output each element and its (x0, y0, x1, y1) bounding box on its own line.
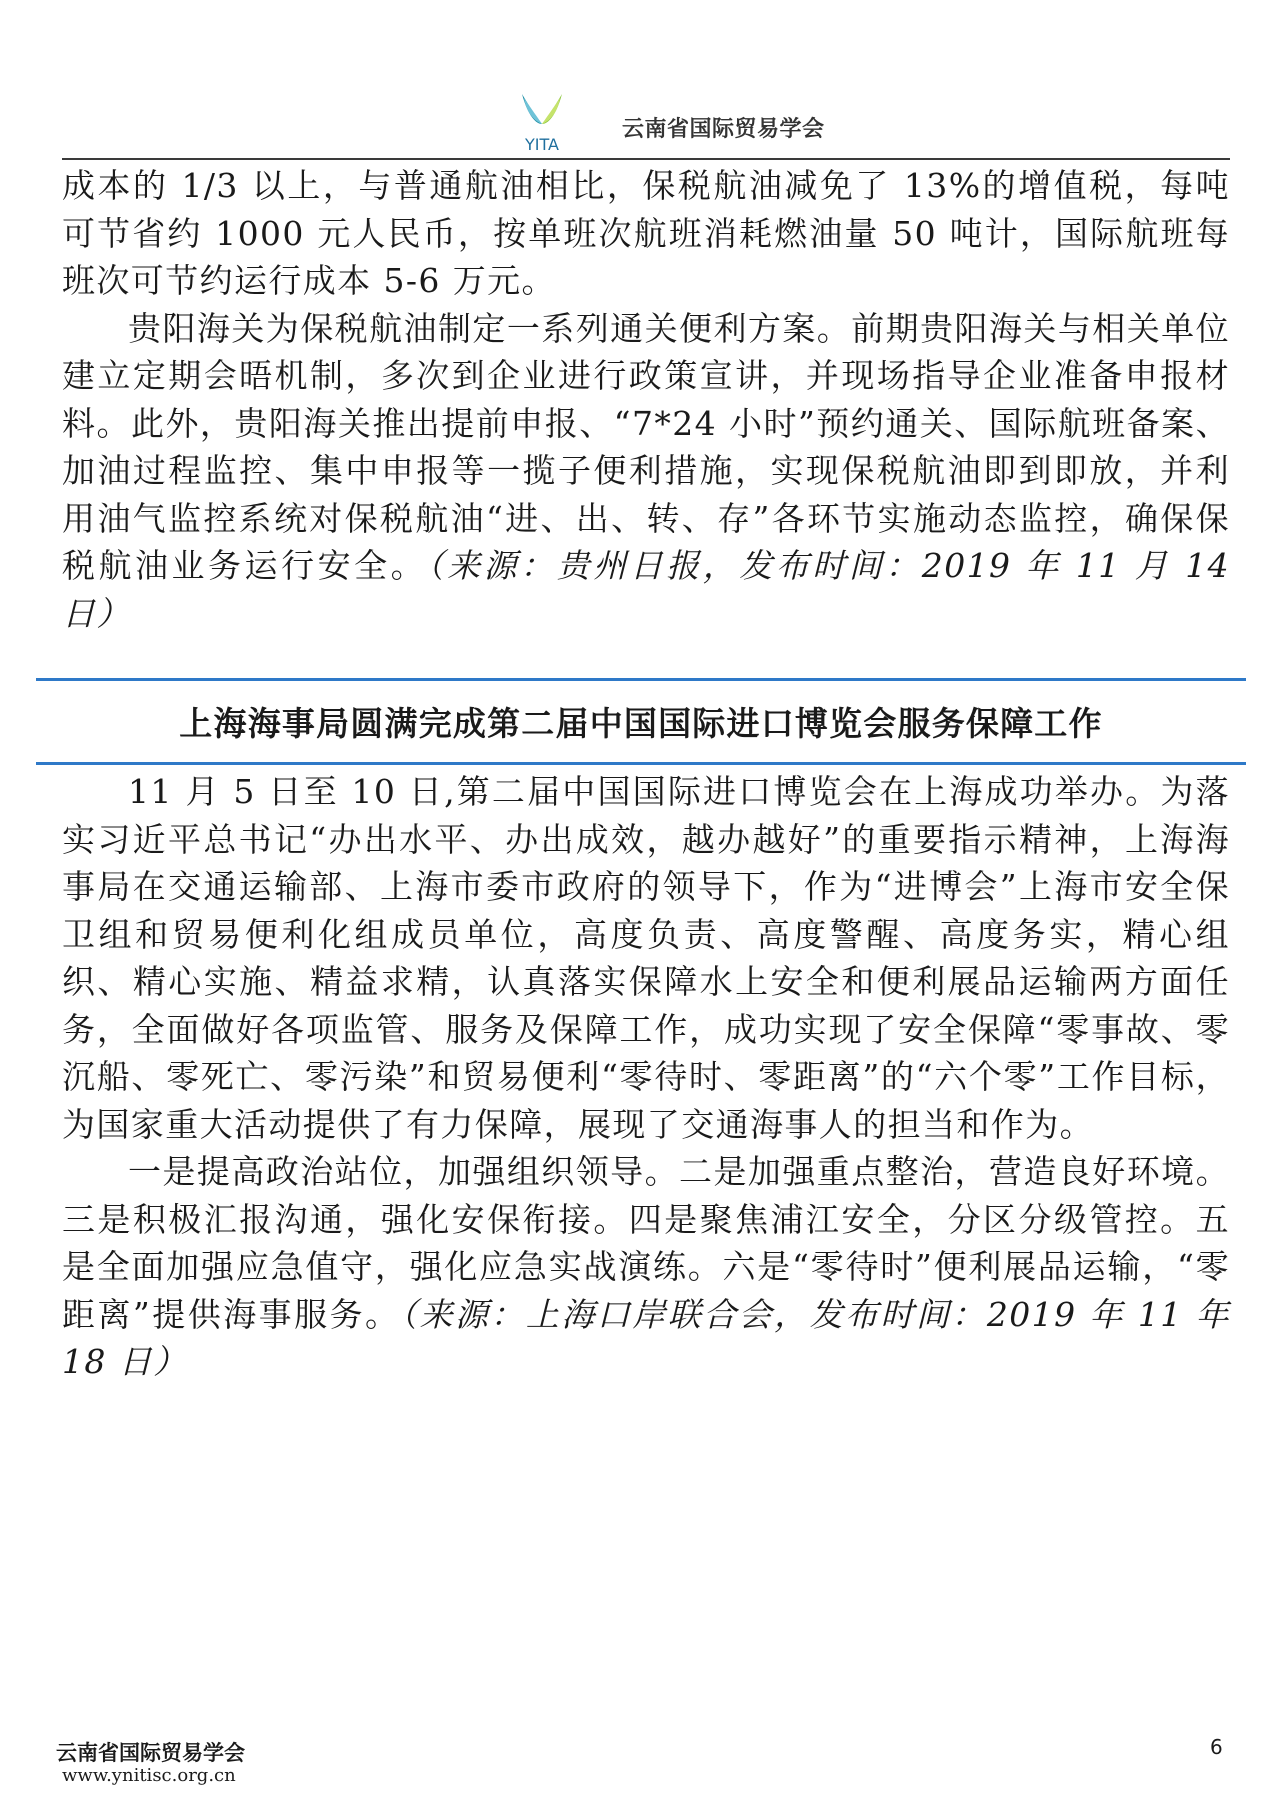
article-2-title: 上海海事局圆满完成第二届中国国际进口博览会服务保障工作 (179, 704, 1103, 743)
footer-url: www.ynitisc.org.cn (62, 1765, 236, 1786)
article-1-paragraph-2: 贵阳海关为保税航油制定一系列通关便利方案。前期贵阳海关与相关单位建立定期会晤机制，多次到企业进行政策宣讲，并现场指导企业准备申报材料。此外，贵阳海关推出提前申报、“7*24 小时”预约通关、国际航班备案、加油过程监控、集中申报等一揽子便利措施，实现保税航油即到即放，并利用油气监控系统对保税航油“进、出、转、存”各环节实施动态监控，确保保税航油业务运行安全。（来源：贵州日报，发布时间：2019 年 11 月 14 日） (62, 308, 1230, 633)
footer-org-name: 云南省国际贸易学会 (56, 1740, 245, 1765)
section-divider-top (36, 678, 1246, 681)
article-2-paragraph-1: 11 月 5 日至 10 日,第二届中国国际进口博览会在上海成功举办。为落实习近平总书记“办出水平、办出成效，越办越好”的重要指示精神，上海海事局在交通运输部、上海市委市政府的领导下，作为“进博会”上海市安全保卫组和贸易便利化组成员单位，高度负责、高度警醒、高度务实，精心组织、精心实施、精益求精，认真落实保障水上安全和便利展品运输两方面任务，全面做好各项监管、服务及保障工作，成功实现了安全保障“零事故、零沉船、零死亡、零污染”和贸易便利“零待时、零距离”的“六个零”工作目标，为国家重大活动提供了有力保障，展现了交通海事人的担当和作为。 (62, 772, 1230, 1144)
article-1 (62, 162, 1230, 637)
article-1-source: （来源：贵州日报，发布时间：2019 年 11 月 14 日） (62, 546, 1230, 633)
page-header (62, 88, 1230, 168)
section-divider-bottom (36, 762, 1246, 765)
page-number: 6 (1210, 1735, 1223, 1759)
header-divider (62, 158, 1230, 160)
article-2 (62, 768, 1230, 1386)
article-1-paragraph-1: 成本的 1/3 以上，与普通航油相比，保税航油减免了 13%的增值税，每吨可节省约 1000 元人民币，按单班次航班消耗燃油量 50 吨计，国际航班每班次可节约运行成本 5-6 万元。 (62, 166, 1230, 300)
header-org-name: 云南省国际贸易学会 (622, 116, 825, 142)
article-2-paragraph-2: 一是提高政治站位，加强组织领导。二是加强重点整治，营造良好环境。三是积极汇报沟通，强化安保衔接。四是聚焦浦江安全，分区分级管控。五是全面加强应急值守，强化应急实战演练。六是“零待时”便利展品运输，“零距离”提供海事服务。（来源：上海口岸联合会，发布时间：2019 年 11 年 18 日） (62, 1152, 1230, 1381)
svg-text:YITA: YITA (525, 135, 559, 154)
article-2-source: （来源：上海口岸联合会，发布时间：2019 年 11 年 18 日） (62, 1294, 1230, 1381)
yita-logo-icon (498, 88, 588, 162)
